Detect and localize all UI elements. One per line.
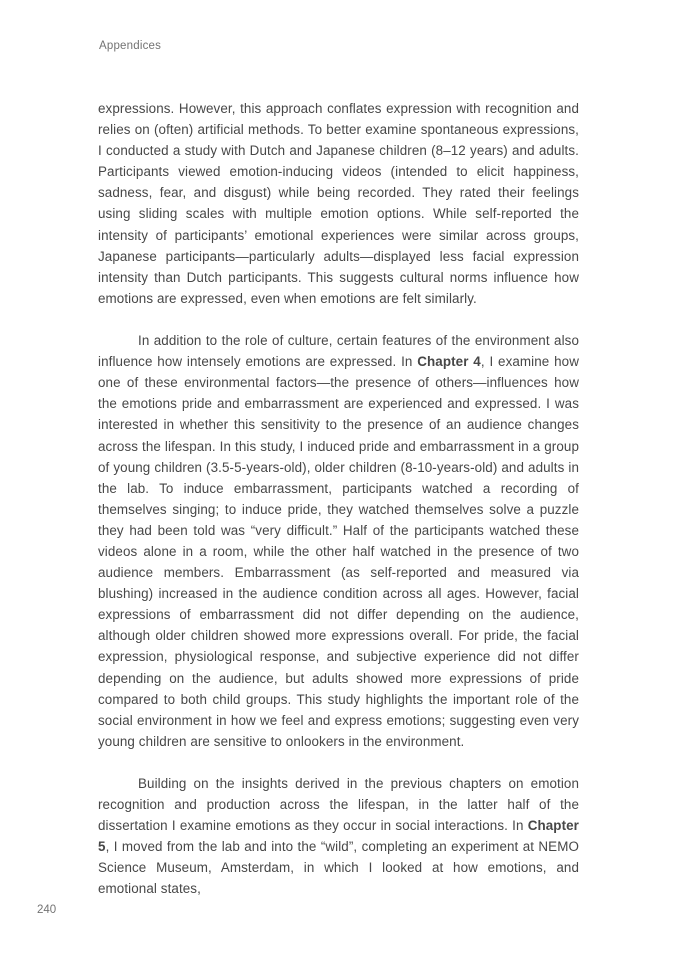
paragraph-3 xyxy=(98,773,579,900)
text-run: Building on the insights derived in the previous chapters on emotion recognition and production across the lifespan, in the latter half of the dissertation I examine emotions as they occur in social interactions. In xyxy=(98,776,579,834)
text-run: , I examine how one of these environmental factors—the presence of others—influences how the emotions pride and embarrassment are experienced and expressed. I was interested in whether this sensitivity to the presence of an audience changes across the lifespan. In this study, I induced pride and embarrassment in a group of young children (3.5-5-years-old), older children (8-10-years-old) and adults in the lab. To induce embarrassment, participants watched a recording of themselves singing; to induce pride, they watched themselves solve a puzzle they had been told was “very difficult.” Half of the participants watched these videos alone in a room, while the other half watched in the presence of two audience members. Embarrassment (as self-reported and measured via blushing) increased in the audience condition across all ages. However, facial expressions of embarrassment did not differ depending on the audience, although older children showed more expressions overall. For pride, the facial expression, physiological response, and subjective experience did not differ depending on the audience, but adults showed more expressions of pride compared to both child groups. This study highlights the important role of the social environment in how we feel and express emotions; suggesting even very young children are sensitive to onlookers in the environment. xyxy=(98,354,579,749)
running-header: Appendices xyxy=(99,40,162,52)
page-number: 240 xyxy=(37,904,57,916)
chapter-reference: Chapter 4 xyxy=(417,354,481,370)
chapter-reference: Chapter 5 xyxy=(98,818,579,855)
text-run: In addition to the role of culture, certain features of the environment also influence how intensely emotions are expressed. In xyxy=(98,333,579,370)
paragraph-2 xyxy=(98,330,579,752)
text-run: , I moved from the lab and into the “wild”, completing an experiment at NEMO Science Museum, Amsterdam, in which I looked at how emotions, and emotional states, xyxy=(98,839,579,897)
body-text xyxy=(98,98,579,900)
text-run: expressions. However, this approach conflates expression with recognition and relies on (often) artificial methods. To better examine spontaneous expressions, I conducted a study with Dutch and Japanese children (8–12 years) and adults. Participants viewed emotion-inducing videos (intended to elicit happiness, sadness, fear, and disgust) while being recorded. They rated their feelings using sliding scales with multiple emotion options. While self-reported the intensity of participants’ emotional experiences were similar across groups, Japanese participants—particularly adults—displayed less facial expression intensity than Dutch participants. This suggests cultural norms influence how emotions are expressed, even when emotions are felt similarly. xyxy=(98,101,579,306)
paragraph-1 xyxy=(98,98,579,309)
